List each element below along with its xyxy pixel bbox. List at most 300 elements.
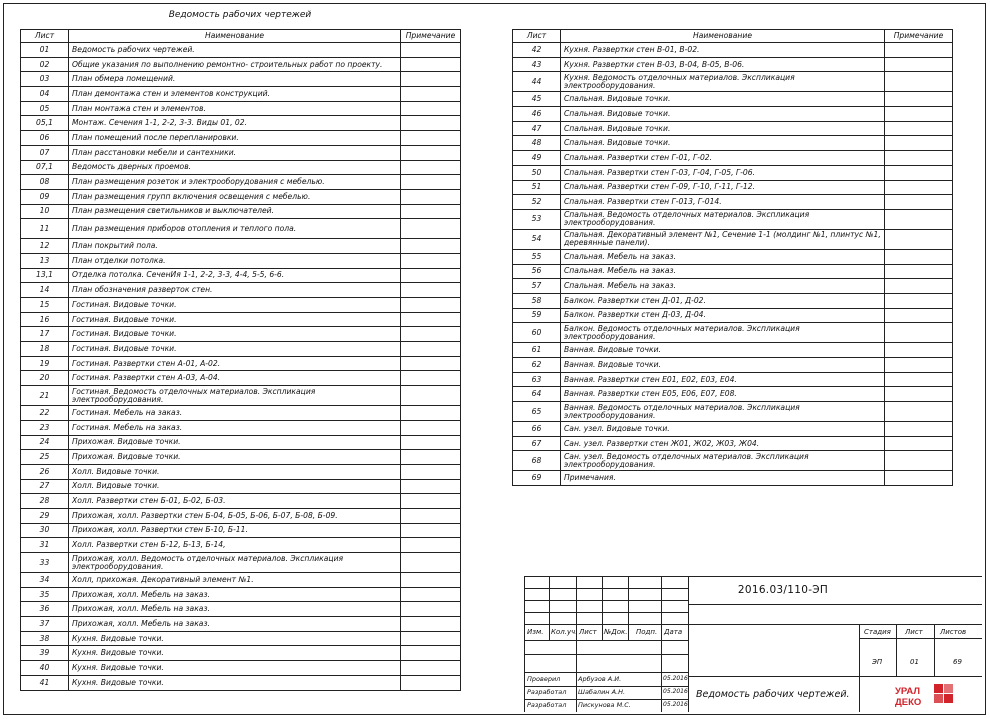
sheet-note <box>401 175 461 190</box>
sheet-name: Общие указания по выполнению ремонтно- строительных работ по проекту. <box>69 57 401 72</box>
sheet-number: 43 <box>513 57 561 72</box>
sheet-note <box>401 219 461 239</box>
sheet-number: 27 <box>21 479 69 494</box>
sheet-note <box>401 450 461 465</box>
sheet-note <box>401 312 461 327</box>
table-row <box>513 249 953 264</box>
table-row <box>513 165 953 180</box>
sheet-name: Спальная. Мебель на заказ. <box>561 249 885 264</box>
sheet-note <box>401 101 461 116</box>
role-developed-1: Разработал <box>527 688 567 696</box>
table-row <box>21 573 461 588</box>
sheet-note <box>401 602 461 617</box>
table-row <box>513 471 953 486</box>
table-row <box>21 87 461 102</box>
table-row <box>21 239 461 254</box>
table-row <box>513 151 953 166</box>
sheet-number: 02 <box>21 57 69 72</box>
document-title: Ведомость рабочих чертежей <box>168 10 312 20</box>
table-row <box>21 420 461 435</box>
sheet-number: 68 <box>513 451 561 471</box>
sheet-number: 66 <box>513 422 561 437</box>
sheet-note <box>401 43 461 58</box>
table-row <box>513 209 953 229</box>
sheet-name: Кухня. Видовые точки. <box>69 646 401 661</box>
sheet-note <box>401 479 461 494</box>
table-row <box>21 298 461 313</box>
sheet-name: Отделка потолка. СеченИя 1-1, 2-2, 3-3, 4-4, 5-5, 6-6. <box>69 268 401 283</box>
table-row <box>21 43 461 58</box>
sheet-number: 22 <box>21 406 69 421</box>
table-row <box>21 661 461 676</box>
sheet-name: Прихожая, холл. Мебель на заказ. <box>69 617 401 632</box>
sheet-note <box>401 538 461 553</box>
date-developed-2: 05.2016 <box>663 701 688 708</box>
sheet-note <box>885 471 953 486</box>
table-row <box>21 312 461 327</box>
col-header-sheet: Лист <box>513 30 561 43</box>
sheet-number: 57 <box>513 279 561 294</box>
table-row <box>21 617 461 632</box>
sheet-note <box>885 372 953 387</box>
svg-text:УРАЛ: УРАЛ <box>895 686 921 697</box>
table-row <box>513 229 953 249</box>
sheet-number: 20 <box>21 371 69 386</box>
sheet-name: Гостиная. Мебель на заказ. <box>69 406 401 421</box>
sheet-number: 23 <box>21 420 69 435</box>
table-row <box>21 101 461 116</box>
sheet-note <box>401 283 461 298</box>
sheet-number: 18 <box>21 342 69 357</box>
sheet-number: 52 <box>513 195 561 210</box>
sheet-note <box>401 72 461 87</box>
date-developed-1: 05.2016 <box>663 688 688 695</box>
sheet-note <box>885 136 953 151</box>
sheet-number: 65 <box>513 402 561 422</box>
sheet-note <box>885 451 953 471</box>
sheet-name: Прихожая. Видовые точки. <box>69 450 401 465</box>
sheet-note <box>885 402 953 422</box>
sheet-note <box>401 587 461 602</box>
sheet-note <box>885 165 953 180</box>
sheet-note <box>401 253 461 268</box>
sheet-name: Ванная. Развертки стен Е01, Е02, Е03, Е04. <box>561 372 885 387</box>
sheet-number: 55 <box>513 249 561 264</box>
table-row <box>21 57 461 72</box>
sheet-label: Лист <box>905 628 923 636</box>
sheet-note <box>401 553 461 573</box>
sheet-name: Кухня. Развертки стен В-01, В-02. <box>561 43 885 58</box>
sheet-number: 13 <box>21 253 69 268</box>
sheet-number: 31 <box>21 538 69 553</box>
sheet-note <box>401 239 461 254</box>
table-row <box>513 372 953 387</box>
table-row <box>513 293 953 308</box>
sheet-name: Прихожая. Видовые точки. <box>69 435 401 450</box>
sheet-note <box>401 298 461 313</box>
sheet-number: 11 <box>21 219 69 239</box>
sheet-number: 39 <box>21 646 69 661</box>
sheet-note <box>401 189 461 204</box>
sheet-number: 14 <box>21 283 69 298</box>
sheet-note <box>401 268 461 283</box>
sheet-name: Ванная. Видовые точки. <box>561 343 885 358</box>
sheet-number: 24 <box>21 435 69 450</box>
sheet-name: Монтаж. Сечения 1-1, 2-2, 3-3. Виды 01, 02. <box>69 116 401 131</box>
sheet-name: План размещения приборов отопления и теплого пола. <box>69 219 401 239</box>
table-row <box>21 204 461 219</box>
sheet-name: Балкон. Развертки стен Д-01, Д-02. <box>561 293 885 308</box>
sheet-number: 46 <box>513 107 561 122</box>
sheet-note <box>885 229 953 249</box>
sheet-number: 61 <box>513 343 561 358</box>
sheet-name: Гостиная. Ведомость отделочных материалов. Экспликация электрооборудования. <box>69 386 401 406</box>
table-row <box>513 92 953 107</box>
sheet-number: 51 <box>513 180 561 195</box>
sheet-note <box>885 293 953 308</box>
table-row <box>21 494 461 509</box>
sheet-name: План обозначения разверток стен. <box>69 283 401 298</box>
sheet-number: 40 <box>21 661 69 676</box>
sheet-note <box>885 151 953 166</box>
sheet-name: Ванная. Развертки стен Е05, Е06, Е07, Е08. <box>561 387 885 402</box>
sheet-number: 15 <box>21 298 69 313</box>
sheet-note <box>885 57 953 72</box>
sheet-name: Холл. Развертки стен Б-12, Б-13, Б-14, <box>69 538 401 553</box>
sheet-name: Сан. узел. Видовые точки. <box>561 422 885 437</box>
table-row <box>21 116 461 131</box>
table-row <box>513 308 953 323</box>
table-row <box>21 479 461 494</box>
sheet-note <box>885 422 953 437</box>
sheet-number: 04 <box>21 87 69 102</box>
table-row <box>513 279 953 294</box>
table-row <box>21 675 461 690</box>
sheet-note <box>401 160 461 175</box>
sheet-number: 41 <box>21 675 69 690</box>
sheet-note <box>401 386 461 406</box>
table-row <box>21 553 461 573</box>
sheet-number: 26 <box>21 464 69 479</box>
sheet-number: 21 <box>21 386 69 406</box>
sheet-number: 67 <box>513 436 561 451</box>
table-row <box>21 160 461 175</box>
svg-text:ДЕКО: ДЕКО <box>895 697 922 708</box>
table-row <box>21 253 461 268</box>
sheet-name: Ведомость рабочих чертежей. <box>69 43 401 58</box>
sheet-name: План расстановки мебели и сантехники. <box>69 145 401 160</box>
sheet-note <box>885 121 953 136</box>
sheet-number: 16 <box>21 312 69 327</box>
sheet-number: 05,1 <box>21 116 69 131</box>
sheet-name: План размещения светильников и выключателей. <box>69 204 401 219</box>
stamp-header-doc: №Док. <box>604 628 628 636</box>
name-developed-1: Шабалин А.Н. <box>578 688 626 696</box>
sheet-name: Ванная. Ведомость отделочных материалов. Экспликация электрооборудования. <box>561 402 885 422</box>
sheet-note <box>401 494 461 509</box>
sheet-name: Гостиная. Развертки стен А-03, А-04. <box>69 371 401 386</box>
table-row <box>513 180 953 195</box>
sheet-number: 05 <box>21 101 69 116</box>
role-checked: Проверил <box>527 675 561 683</box>
sheet-note <box>885 279 953 294</box>
table-row <box>513 343 953 358</box>
table-row <box>513 358 953 373</box>
table-row <box>21 268 461 283</box>
sheet-number: 38 <box>21 631 69 646</box>
sheet-note <box>401 145 461 160</box>
sheet-number: 60 <box>513 323 561 343</box>
table-row <box>21 219 461 239</box>
table-row <box>21 523 461 538</box>
table-row <box>513 107 953 122</box>
table-row <box>21 538 461 553</box>
sheet-number: 36 <box>21 602 69 617</box>
sheet-number: 29 <box>21 508 69 523</box>
table-row <box>513 436 953 451</box>
table-row <box>21 131 461 146</box>
stamp-header-date: Дата <box>664 628 683 636</box>
sheet-number: 58 <box>513 293 561 308</box>
table-row <box>21 72 461 87</box>
stamp-header-count: Кол.уч. <box>551 628 578 636</box>
table-row <box>513 264 953 279</box>
sheet-number: 25 <box>21 450 69 465</box>
table-row <box>21 602 461 617</box>
table-row <box>21 508 461 523</box>
col-header-note: Примечание <box>401 30 461 43</box>
sheet-note <box>885 387 953 402</box>
table-row <box>21 145 461 160</box>
stage-value: ЭП <box>872 658 883 666</box>
sheet-name: Прихожая, холл. Ведомость отделочных материалов. Экспликация электрооборудования. <box>69 553 401 573</box>
sheet-number: 30 <box>21 523 69 538</box>
sheet-name: Кухня. Развертки стен В-03, В-04, В-05, В-06. <box>561 57 885 72</box>
col-header-name: Наименование <box>561 30 885 43</box>
table-row <box>21 327 461 342</box>
sheet-name: Гостиная. Видовые точки. <box>69 298 401 313</box>
sheet-name: Холл, прихожая. Декоративный элемент №1. <box>69 573 401 588</box>
sheet-name: Прихожая, холл. Мебель на заказ. <box>69 602 401 617</box>
sheet-note <box>401 406 461 421</box>
sheet-name: Прихожая, холл. Развертки стен Б-04, Б-05, Б-06, Б-07, Б-08, Б-09. <box>69 508 401 523</box>
sheet-number: 07,1 <box>21 160 69 175</box>
sheet-number: 34 <box>21 573 69 588</box>
sheet-number: 07 <box>21 145 69 160</box>
sheet-note <box>885 436 953 451</box>
table-row <box>513 323 953 343</box>
stamp-header-change: Изм. <box>527 628 544 636</box>
table-row <box>21 356 461 371</box>
sheet-name: Спальная. Развертки стен Г-013, Г-014. <box>561 195 885 210</box>
sheet-number: 48 <box>513 136 561 151</box>
sheet-number: 19 <box>21 356 69 371</box>
sheet-number: 47 <box>513 121 561 136</box>
drawings-table-left <box>20 29 461 691</box>
sheets-label: Листов <box>940 628 967 636</box>
name-checked: Арбузов А.И. <box>578 675 622 683</box>
sheet-note <box>885 43 953 58</box>
sheet-number: 10 <box>21 204 69 219</box>
sheet-note <box>885 264 953 279</box>
sheet-note <box>401 342 461 357</box>
sheet-name: Кухня. Видовые точки. <box>69 675 401 690</box>
table-row <box>21 435 461 450</box>
sheet-name: План размещения розеток и электрооборудования с мебелью. <box>69 175 401 190</box>
sheet-name: План размещения групп включения освещения с мебелью. <box>69 189 401 204</box>
sheet-number: 59 <box>513 308 561 323</box>
sheet-note <box>401 116 461 131</box>
sheet-note <box>401 435 461 450</box>
sheet-note <box>885 343 953 358</box>
sheet-note <box>401 573 461 588</box>
sheet-name: Балкон. Развертки стен Д-03, Д-04. <box>561 308 885 323</box>
stamp-header-sign: Подп. <box>636 628 658 636</box>
drawings-table-right <box>512 29 953 486</box>
sheet-note <box>401 631 461 646</box>
sheet-name: Спальная. Видовые точки. <box>561 107 885 122</box>
sheet-name: Гостиная. Видовые точки. <box>69 342 401 357</box>
sheet-name: Спальная. Мебель на заказ. <box>561 279 885 294</box>
sheet-note <box>401 87 461 102</box>
sheet-note <box>401 371 461 386</box>
sheet-number: 28 <box>21 494 69 509</box>
sheet-name: Гостиная. Видовые точки. <box>69 312 401 327</box>
sheet-number: 44 <box>513 72 561 92</box>
sheet-name: Спальная. Декоративный элемент №1, Сечение 1-1 (молдинг №1, плинтус №1, деревянные панели). <box>561 229 885 249</box>
sheet-name: План отделки потолка. <box>69 253 401 268</box>
sheet-number: 54 <box>513 229 561 249</box>
sheet-note <box>885 358 953 373</box>
urаl-deko-logo <box>894 680 956 710</box>
date-checked: 05.2016 <box>663 675 688 682</box>
sheet-name: Сан. узел. Развертки стен Ж01, Ж02, Ж03, Ж04. <box>561 436 885 451</box>
sheet-note <box>401 675 461 690</box>
sheet-note <box>401 204 461 219</box>
sheet-name: Балкон. Ведомость отделочных материалов. Экспликация электрооборудования. <box>561 323 885 343</box>
sheet-number: 69 <box>513 471 561 486</box>
sheet-number: 49 <box>513 151 561 166</box>
sheet-name: Спальная. Видовые точки. <box>561 121 885 136</box>
sheet-name: Кухня. Видовые точки. <box>69 631 401 646</box>
sheet-name: Спальная. Мебель на заказ. <box>561 264 885 279</box>
sheet-name: Спальная. Видовые точки. <box>561 92 885 107</box>
sheet-number: 33 <box>21 553 69 573</box>
sheet-name: План помещений после перепланировки. <box>69 131 401 146</box>
sheet-number: 56 <box>513 264 561 279</box>
sheet-note <box>401 420 461 435</box>
sheets-value: 69 <box>953 658 962 666</box>
sheet-name: Кухня. Видовые точки. <box>69 661 401 676</box>
sheet-note <box>885 72 953 92</box>
table-row <box>21 283 461 298</box>
sheet-name: Спальная. Видовые точки. <box>561 136 885 151</box>
sheet-name: Спальная. Развертки стен Г-09, Г-10, Г-11, Г-12. <box>561 180 885 195</box>
sheet-name: Ведомость дверных проемов. <box>69 160 401 175</box>
sheet-number: 37 <box>21 617 69 632</box>
sheet-note <box>401 327 461 342</box>
sheet-note <box>885 323 953 343</box>
table-row <box>513 136 953 151</box>
stamp-header-sheet: Лист <box>579 628 597 636</box>
table-row <box>513 43 953 58</box>
name-developed-2: Пискунова М.С. <box>578 701 631 709</box>
project-code: 2016.03/110-ЭП <box>737 584 829 596</box>
sheet-number: 53 <box>513 209 561 229</box>
sheet-number: 13,1 <box>21 268 69 283</box>
sheet-note <box>885 92 953 107</box>
sheet-name: Спальная. Ведомость отделочных материалов. Экспликация электрооборудования. <box>561 209 885 229</box>
sheet-name: План покрытий пола. <box>69 239 401 254</box>
table-row <box>513 57 953 72</box>
sheet-value: 01 <box>910 658 919 666</box>
sheet-note <box>885 180 953 195</box>
sheet-note <box>401 57 461 72</box>
sheet-note <box>401 508 461 523</box>
sheet-name: План демонтажа стен и элементов конструкций. <box>69 87 401 102</box>
sheet-name: Холл. Видовые точки. <box>69 479 401 494</box>
sheet-note <box>401 617 461 632</box>
sheet-name: Гостиная. Мебель на заказ. <box>69 420 401 435</box>
sheet-name: Прихожая, холл. Развертки стен Б-10, Б-11. <box>69 523 401 538</box>
sheet-name: Холл. Развертки стен Б-01, Б-02, Б-03. <box>69 494 401 509</box>
table-row <box>21 464 461 479</box>
table-row <box>21 406 461 421</box>
table-row <box>21 189 461 204</box>
sheet-number: 08 <box>21 175 69 190</box>
stage-label: Стадия <box>864 628 891 636</box>
logo-graphic <box>894 680 956 710</box>
table-row <box>21 175 461 190</box>
table-row <box>21 386 461 406</box>
sheet-name: План обмера помещений. <box>69 72 401 87</box>
sheet-number: 63 <box>513 372 561 387</box>
sheet-number: 35 <box>21 587 69 602</box>
table-row <box>513 121 953 136</box>
sheet-name: Сан. узел. Ведомость отделочных материалов. Экспликация электрооборудования. <box>561 451 885 471</box>
sheet-name: Прихожая, холл. Мебель на заказ. <box>69 587 401 602</box>
sheet-note <box>401 356 461 371</box>
sheet-number: 50 <box>513 165 561 180</box>
sheet-number: 64 <box>513 387 561 402</box>
sheet-number: 03 <box>21 72 69 87</box>
sheet-name: Гостиная. Видовые точки. <box>69 327 401 342</box>
title-block <box>524 576 982 712</box>
sheet-number: 12 <box>21 239 69 254</box>
role-developed-2: Разработал <box>527 701 567 709</box>
sheet-note <box>885 195 953 210</box>
table-row <box>21 646 461 661</box>
sheet-number: 62 <box>513 358 561 373</box>
col-header-name: Наименование <box>69 30 401 43</box>
sheet-name: Ванная. Видовые точки. <box>561 358 885 373</box>
sheet-number: 45 <box>513 92 561 107</box>
sheet-note <box>885 107 953 122</box>
sheet-name: Примечания. <box>561 471 885 486</box>
sheet-note <box>401 523 461 538</box>
col-header-note: Примечание <box>885 30 953 43</box>
table-row <box>513 72 953 92</box>
sheet-number: 09 <box>21 189 69 204</box>
sheet-name: План монтажа стен и элементов. <box>69 101 401 116</box>
sheet-note <box>401 661 461 676</box>
sheet-name: Холл. Видовые точки. <box>69 464 401 479</box>
sheet-number: 42 <box>513 43 561 58</box>
table-row <box>513 387 953 402</box>
table-row <box>21 450 461 465</box>
table-row <box>513 402 953 422</box>
table-row <box>21 587 461 602</box>
